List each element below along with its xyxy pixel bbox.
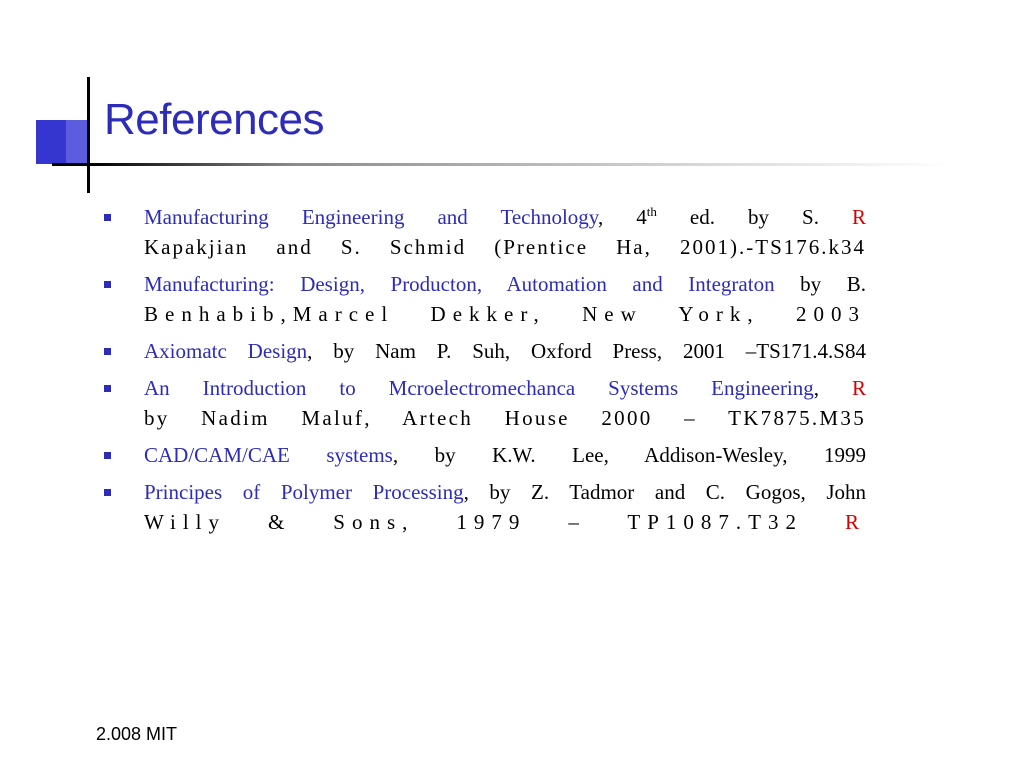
reference-details: , by Nam P. Suh, Oxford Press, 2001 –TS171.4.S84 (307, 339, 866, 363)
reference-list (100, 202, 866, 544)
bullet-icon (104, 214, 111, 221)
reserve-mark: R (851, 376, 866, 400)
reserve-mark: R (845, 510, 867, 534)
reference-line (144, 202, 866, 232)
reference-details: , 4 (597, 205, 647, 229)
reference-line (144, 477, 866, 507)
reference-title: Manufacturing: Design, Producton, Automation and Integraton (144, 272, 775, 296)
slide-title: References (104, 95, 325, 144)
bullet-icon (104, 348, 111, 355)
reference-details: Kapakjian and S. Schmid (Prentice Ha, 2001).-TS176.k34 (144, 235, 866, 259)
reference-details: by Nadim Maluf, Artech House 2000 – TK7875.M35 (144, 406, 866, 430)
reference-item (100, 202, 866, 262)
reference-title: Axiomatc Design (144, 339, 308, 363)
reference-item (100, 336, 866, 366)
reference-line (144, 507, 866, 537)
reference-line (144, 373, 866, 403)
reference-item (100, 269, 866, 329)
reference-line (144, 269, 866, 299)
reference-title: CAD/CAM/CAE systems (144, 443, 393, 467)
reference-line (144, 403, 866, 433)
title-underline (52, 163, 952, 166)
bullet-icon (104, 489, 111, 496)
reference-line (144, 299, 866, 329)
reference-item (100, 373, 866, 433)
reference-line (144, 440, 866, 470)
reference-details: , by K.W. Lee, Addison-Wesley, 1999 (392, 443, 867, 467)
reference-line (144, 232, 866, 262)
reference-title: Principes of Polymer Processing (144, 480, 464, 504)
reference-details: by B. (774, 272, 866, 296)
reference-details: Benhabib,Marcel Dekker, New York, 2003 (144, 302, 866, 326)
bullet-icon (104, 385, 111, 392)
reference-details: ed. by S. (656, 205, 819, 229)
reference-details: , by Z. Tadmor and C. Gogos, John (463, 480, 866, 504)
reference-title: An Introduction to Mcroelectromechanca Systems Engineering (144, 376, 814, 400)
reference-details: Willy & Sons, 1979 – TP1087.T32 (144, 510, 804, 534)
bullet-icon (104, 281, 111, 288)
edition-superscript: th (646, 204, 657, 219)
reference-item (100, 440, 866, 470)
reference-details: , (813, 376, 820, 400)
reference-title: Manufacturing Engineering and Technology (144, 205, 598, 229)
bullet-icon (104, 452, 111, 459)
reference-item (100, 477, 866, 537)
reference-line (144, 336, 866, 366)
reserve-mark: R (852, 205, 867, 229)
decorative-square-shade (66, 120, 88, 164)
decorative-vertical-line (87, 77, 90, 193)
slide-footer: 2.008 MIT (96, 724, 178, 744)
